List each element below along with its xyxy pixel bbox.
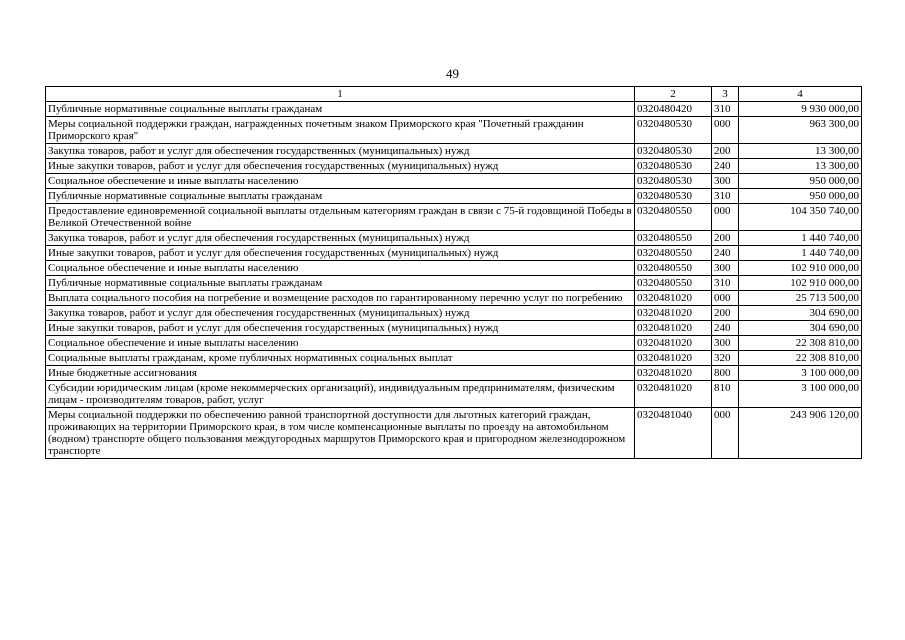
cell-name: Публичные нормативные социальные выплаты гражданам [46, 276, 635, 291]
table-row [46, 366, 862, 381]
cell-amount: 104 350 740,00 [739, 204, 862, 231]
table-row [46, 276, 862, 291]
cell-type: 320 [712, 351, 739, 366]
cell-type: 000 [712, 291, 739, 306]
cell-code: 0320480530 [635, 144, 712, 159]
cell-type: 240 [712, 159, 739, 174]
cell-name: Иные закупки товаров, работ и услуг для обеспечения государственных (муниципальных) нужд [46, 321, 635, 336]
cell-code: 0320480550 [635, 231, 712, 246]
cell-amount: 3 100 000,00 [739, 366, 862, 381]
cell-code: 0320480420 [635, 102, 712, 117]
cell-name: Социальные выплаты гражданам, кроме публичных нормативных социальных выплат [46, 351, 635, 366]
cell-type: 310 [712, 276, 739, 291]
table-row [46, 321, 862, 336]
cell-type: 300 [712, 261, 739, 276]
cell-amount: 950 000,00 [739, 174, 862, 189]
column-header: 2 [635, 87, 712, 102]
cell-code: 0320480530 [635, 174, 712, 189]
cell-amount: 13 300,00 [739, 159, 862, 174]
cell-amount: 22 308 810,00 [739, 336, 862, 351]
header-row [46, 87, 862, 102]
cell-name: Социальное обеспечение и иные выплаты населению [46, 174, 635, 189]
table-row [46, 291, 862, 306]
cell-type: 240 [712, 246, 739, 261]
cell-name: Социальное обеспечение и иные выплаты населению [46, 336, 635, 351]
cell-name: Иные бюджетные ассигнования [46, 366, 635, 381]
table-row [46, 351, 862, 366]
cell-amount: 102 910 000,00 [739, 261, 862, 276]
cell-type: 200 [712, 231, 739, 246]
cell-type: 000 [712, 117, 739, 144]
table-row [46, 102, 862, 117]
cell-name: Закупка товаров, работ и услуг для обеспечения государственных (муниципальных) нужд [46, 144, 635, 159]
cell-name: Меры социальной поддержки по обеспечению равной транспортной доступности для льготных категорий граждан, проживающих на территории Приморского края, в том числе компенсационные выплаты по проезду на автомобильном (водном) транспорте общего пользования междугородных маршрутов Приморского края и пригородном железнодорожном транспорте [46, 408, 635, 459]
cell-amount: 1 440 740,00 [739, 231, 862, 246]
cell-code: 0320481020 [635, 381, 712, 408]
cell-type: 310 [712, 102, 739, 117]
cell-amount: 963 300,00 [739, 117, 862, 144]
table-row [46, 159, 862, 174]
cell-amount: 1 440 740,00 [739, 246, 862, 261]
budget-table [45, 86, 862, 459]
cell-type: 300 [712, 174, 739, 189]
table-row [46, 174, 862, 189]
cell-name: Социальное обеспечение и иные выплаты населению [46, 261, 635, 276]
table-row [46, 261, 862, 276]
cell-type: 300 [712, 336, 739, 351]
cell-name: Меры социальной поддержки граждан, награжденных почетным знаком Приморского края "Почетный гражданин Приморского края" [46, 117, 635, 144]
table-body [46, 102, 862, 459]
cell-amount: 25 713 500,00 [739, 291, 862, 306]
cell-amount: 950 000,00 [739, 189, 862, 204]
cell-code: 0320481020 [635, 306, 712, 321]
table-row [46, 204, 862, 231]
cell-name: Публичные нормативные социальные выплаты гражданам [46, 189, 635, 204]
column-header: 1 [46, 87, 635, 102]
cell-name: Закупка товаров, работ и услуг для обеспечения государственных (муниципальных) нужд [46, 231, 635, 246]
cell-type: 000 [712, 204, 739, 231]
cell-amount: 22 308 810,00 [739, 351, 862, 366]
table-row [46, 381, 862, 408]
cell-name: Публичные нормативные социальные выплаты гражданам [46, 102, 635, 117]
cell-type: 200 [712, 144, 739, 159]
cell-code: 0320480550 [635, 276, 712, 291]
cell-type: 240 [712, 321, 739, 336]
table-row [46, 336, 862, 351]
cell-code: 0320480530 [635, 159, 712, 174]
cell-type: 800 [712, 366, 739, 381]
cell-amount: 102 910 000,00 [739, 276, 862, 291]
cell-amount: 3 100 000,00 [739, 381, 862, 408]
cell-name: Субсидии юридическим лицам (кроме некоммерческих организаций), индивидуальным предпринимателям, физическим лицам - производителям товаров, работ, услуг [46, 381, 635, 408]
cell-code: 0320480550 [635, 261, 712, 276]
table-row [46, 246, 862, 261]
cell-code: 0320481020 [635, 351, 712, 366]
cell-type: 000 [712, 408, 739, 459]
cell-code: 0320480550 [635, 246, 712, 261]
cell-name: Выплата социального пособия на погребение и возмещение расходов по гарантированному перечню услуг по погребению [46, 291, 635, 306]
table-row [46, 408, 862, 459]
cell-name: Закупка товаров, работ и услуг для обеспечения государственных (муниципальных) нужд [46, 306, 635, 321]
cell-code: 0320481020 [635, 291, 712, 306]
cell-amount: 243 906 120,00 [739, 408, 862, 459]
cell-amount: 304 690,00 [739, 321, 862, 336]
cell-code: 0320481020 [635, 336, 712, 351]
page-number: 49 [446, 66, 459, 81]
cell-code: 0320481020 [635, 321, 712, 336]
cell-code: 0320481020 [635, 366, 712, 381]
cell-name: Иные закупки товаров, работ и услуг для обеспечения государственных (муниципальных) нужд [46, 246, 635, 261]
cell-amount: 304 690,00 [739, 306, 862, 321]
cell-name: Иные закупки товаров, работ и услуг для обеспечения государственных (муниципальных) нужд [46, 159, 635, 174]
column-header: 4 [739, 87, 862, 102]
table-row [46, 189, 862, 204]
cell-code: 0320481040 [635, 408, 712, 459]
cell-type: 810 [712, 381, 739, 408]
table-row [46, 306, 862, 321]
cell-name: Предоставление единовременной социальной выплаты отдельным категориям граждан в связи с 75-й годовщиной Победы в Великой Отечественной войне [46, 204, 635, 231]
cell-code: 0320480530 [635, 189, 712, 204]
cell-amount: 9 930 000,00 [739, 102, 862, 117]
table-row [46, 144, 862, 159]
table-row [46, 231, 862, 246]
cell-type: 310 [712, 189, 739, 204]
cell-type: 200 [712, 306, 739, 321]
cell-code: 0320480550 [635, 204, 712, 231]
column-header: 3 [712, 87, 739, 102]
cell-code: 0320480530 [635, 117, 712, 144]
cell-amount: 13 300,00 [739, 144, 862, 159]
table-row [46, 117, 862, 144]
